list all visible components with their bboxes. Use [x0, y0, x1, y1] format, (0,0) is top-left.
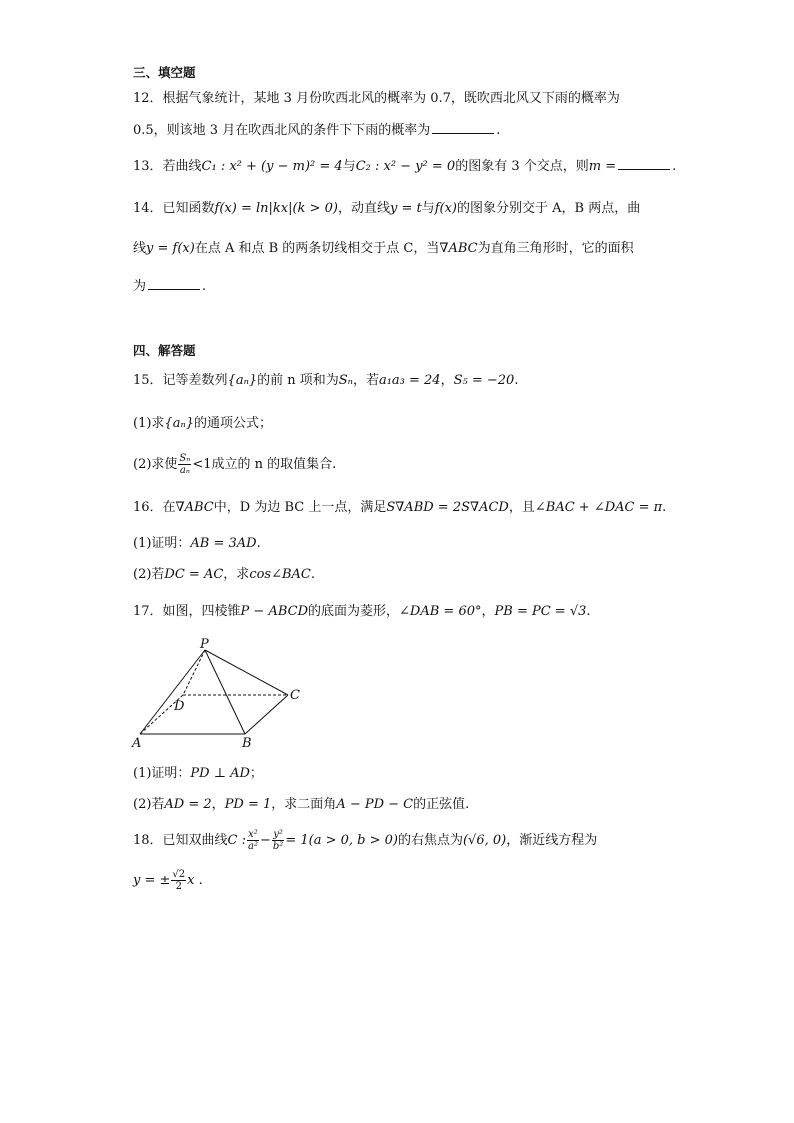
- label-a: A: [132, 736, 142, 751]
- q13-suffix: 的图象有 3 个交点，则: [455, 159, 589, 174]
- q18-focus: (√6, 0): [462, 833, 507, 848]
- q14-line-eq: y = t: [389, 201, 422, 216]
- q15-prefix: 15．记等差数列: [133, 373, 228, 388]
- q14-line3-text: 为: [133, 279, 147, 294]
- q13-curve-c1: C₁ : x² + (y − m)² = 4: [201, 159, 343, 174]
- pyramid-figure: [128, 636, 318, 752]
- q14-line2-prefix: 线: [133, 241, 147, 256]
- q15-cond1: a₁a₃ = 24: [378, 373, 441, 388]
- label-p: P: [200, 637, 209, 652]
- q14-line2: [133, 240, 634, 258]
- q17-edges: PB = PC = √3: [494, 604, 587, 619]
- q16-part1-prefix: (1)证明：: [133, 536, 191, 551]
- q15-fraction: [178, 453, 191, 476]
- q16-part2-mid: ，求: [223, 567, 250, 582]
- q18-y-fraction: [272, 829, 284, 852]
- edge-pd-hidden: [183, 650, 205, 695]
- q16-line: 16．在∇ABC中，D 为边 BC 上一点，满足S∇ABD = 2S∇ACD，且∠BAC + ∠DAC = π.: [133, 500, 667, 515]
- q16-part1: (1)证明：AB = 3AD.: [133, 536, 261, 551]
- q15-line: 15．记等差数列{aₙ}的前 n 项和为Sₙ，若a₁a₃ = 24，S₅ = −20.: [133, 373, 519, 388]
- q12-line2: 0.5，则该地 3 月在吹西北风的条件下下雨的概率为 .: [133, 120, 500, 140]
- q14-fx: f(x): [434, 201, 458, 216]
- q15-part1-prefix: (1)求: [133, 416, 165, 431]
- edge-pa: [140, 650, 205, 734]
- q15-frac-den: aₙ: [179, 465, 190, 476]
- q17-mid: 的底面为菱形，: [308, 604, 400, 619]
- q14-triangle: ∇ABC: [439, 241, 478, 256]
- q14-rest1: 的图象分别交于 A，B 两点，曲: [457, 201, 641, 216]
- q17-part2: (2)若AD = 2，PD = 1，求二面角A − PD − C的正弦值.: [133, 797, 470, 812]
- q16-part2-eq: DC = AC: [164, 567, 224, 582]
- q15-part1-rest: 的通项公式；: [193, 416, 272, 431]
- label-c: C: [290, 688, 300, 703]
- q18-y-num: y²: [273, 829, 283, 840]
- q17-part2-angle: A − PD − C: [336, 797, 414, 812]
- q16-part2: (2)若DC = AC，求cos∠BAC.: [133, 567, 316, 582]
- q17-part1-eq: PD ⊥ AD: [190, 766, 250, 781]
- q18-mid: 的右焦点为: [397, 833, 463, 848]
- q16-area-eq: S∇ABD = 2S∇ACD: [386, 500, 509, 515]
- q18-mid2: ，渐近线方程为: [506, 833, 598, 848]
- q18-asym-num: √2: [172, 869, 186, 880]
- q18-line2: [133, 868, 203, 894]
- q14-line1: [133, 200, 640, 218]
- edge-pc: [205, 650, 288, 695]
- q15-mid: 的前 n 项和为: [257, 373, 339, 388]
- q14-mid1: ，动直线: [337, 201, 390, 216]
- q15-cond2: S₅ = −20: [453, 373, 515, 388]
- q14-line3: 为 .: [133, 276, 206, 296]
- q17-part1: [133, 765, 263, 783]
- edge-pb: [205, 650, 245, 734]
- answer-blank: [148, 276, 200, 290]
- q15-frac-num: Sₙ: [179, 453, 191, 464]
- q14-curve: y = f(x): [146, 241, 195, 256]
- q13-mid: 与: [342, 159, 356, 174]
- q17-comma: ，: [481, 604, 495, 619]
- q18-x-fraction: [247, 829, 259, 852]
- q17-part2-end: 的正弦值.: [413, 797, 470, 812]
- q15-comma: ，: [440, 373, 454, 388]
- q15-part1-seq: {aₙ}: [164, 416, 194, 431]
- q17-pyramid: P − ABCD: [240, 604, 309, 619]
- q18-x-num: x²: [248, 829, 258, 840]
- q13-prefix: 13．若曲线: [133, 159, 202, 174]
- section-title-fill-in: 三、填空题: [133, 65, 196, 80]
- q16-prefix: 16．在: [133, 500, 176, 515]
- q18-asym-prefix: y = ±: [133, 873, 171, 888]
- q18-minus: −: [260, 833, 271, 848]
- q15-part1: [133, 415, 272, 433]
- q15-seq: {aₙ}: [227, 373, 258, 388]
- q18-prefix: 18．已知双曲线: [133, 833, 228, 848]
- q17-part1-end: ；: [249, 766, 263, 781]
- q14-prefix: 14．已知函数: [133, 201, 215, 216]
- q16-part2-prefix: (2)若: [133, 567, 165, 582]
- q18-asym-suffix: x .: [187, 873, 203, 888]
- q17-angle: ∠DAB = 60°: [399, 604, 482, 619]
- answer-blank: [432, 120, 494, 134]
- q15-part2: [133, 452, 336, 478]
- q18-eq-rest: = 1(a > 0, b > 0): [285, 833, 398, 848]
- label-b: B: [242, 736, 252, 751]
- q16-part1-eq: AB = 3AD: [190, 536, 257, 551]
- q18-y-den: b²: [272, 841, 284, 852]
- q14-line2-end: 为直角三角形时，它的面积: [477, 241, 634, 256]
- q17-part1-prefix: (1)证明：: [133, 766, 191, 781]
- q18-asym-den: 2: [175, 881, 182, 892]
- q18-line1: [133, 828, 597, 854]
- q17-part2-eq1: AD = 2: [164, 797, 212, 812]
- q18-asym-fraction: [171, 869, 186, 892]
- edge-bc: [245, 695, 288, 734]
- label-d: D: [174, 699, 185, 714]
- q17-part2-prefix: (2)若: [133, 797, 165, 812]
- q14-mid2: 与: [421, 201, 435, 216]
- q15-part2-rest: 成立的 n 的取值集合.: [211, 457, 337, 472]
- q13-var: m =: [588, 159, 617, 174]
- q12-line2-text: 0.5，则该地 3 月在吹西北风的条件下下雨的概率为: [133, 123, 431, 138]
- q17-part2-mid: ，求二面角: [271, 797, 337, 812]
- answer-blank: [618, 156, 670, 170]
- q17-prefix: 17．如图，四棱锥: [133, 604, 241, 619]
- q14-line2-rest: 在点 A 和点 B 的两条切线相交于点 C，当: [194, 241, 440, 256]
- q16-part2-target: cos∠BAC: [249, 567, 311, 582]
- q16-mid2: ，且: [508, 500, 535, 515]
- q17-line: 17．如图，四棱锥P − ABCD的底面为菱形，∠DAB = 60°，PB = PC = √3.: [133, 604, 591, 619]
- q16-angle-eq: ∠BAC + ∠DAC = π: [534, 500, 663, 515]
- section-title-answer: 四、解答题: [133, 343, 196, 358]
- q14-func: f(x) = ln|kx|(k > 0): [214, 201, 338, 216]
- q13-curve-c2: C₂ : x² − y² = 0: [355, 159, 456, 174]
- q12-line1: 12．根据气象统计，某地 3 月份吹西北风的概率为 0.7，既吹西北风又下雨的概率为: [133, 91, 620, 106]
- q16-triangle: ∇ABC: [175, 500, 214, 515]
- q18-curve-name: C :: [227, 833, 247, 848]
- q13-line: 13．若曲线C₁ : x² + (y − m)² = 4与C₂ : x² − y² = 0的图象有 3 个交点，则m = .: [133, 156, 676, 176]
- q18-x-den: a²: [248, 841, 258, 852]
- q15-ineq: <1: [192, 457, 212, 472]
- q15-cond-prefix: ，若: [352, 373, 379, 388]
- q15-part2-prefix: (2)求使: [133, 457, 178, 472]
- q15-sn: Sₙ: [338, 373, 353, 388]
- q16-mid: 中，D 为边 BC 上一点，满足: [213, 500, 387, 515]
- q17-part2-eq2: PD = 1: [224, 797, 272, 812]
